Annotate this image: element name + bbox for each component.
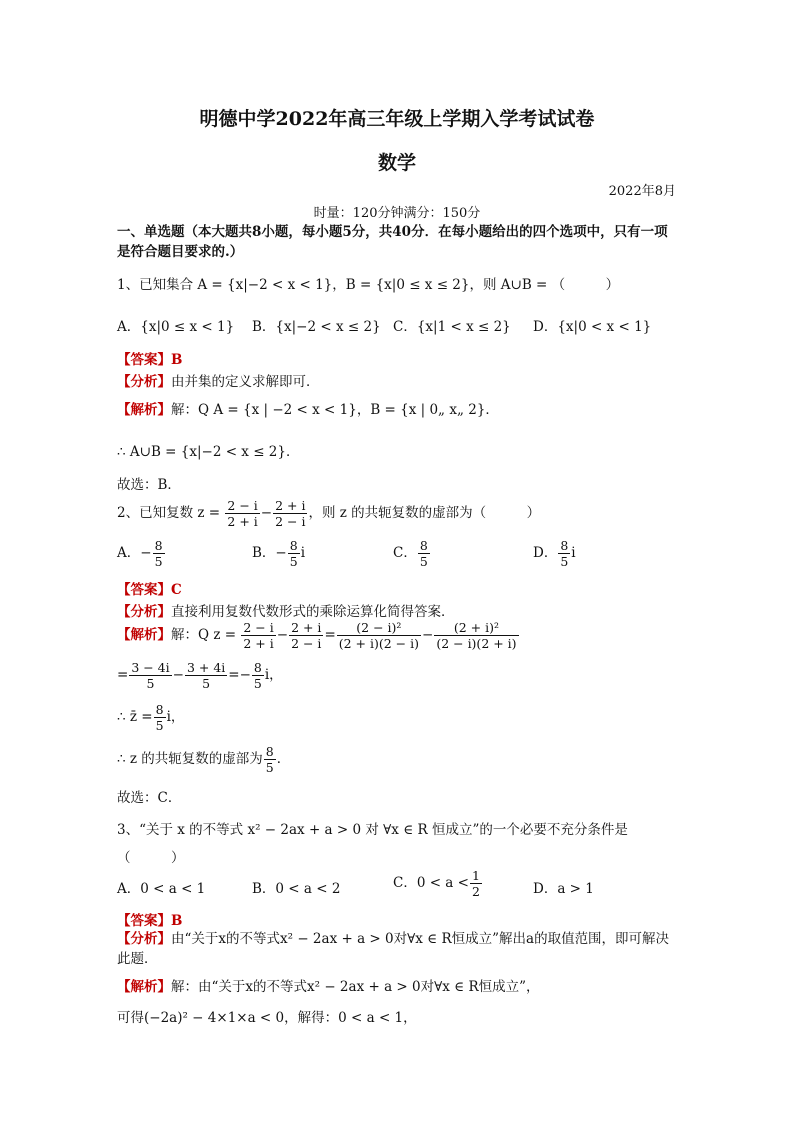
q3-solution-row: 【解析】解：由“关于x的不等式x² − 2ax + a > 0对∀x ∈ R恒成立”， <box>117 979 540 995</box>
q2-solution-line2: = $\frac{3 - 4i}{5}$ − $\frac{3 + 4i}{5}$ =− $\frac{8}{5}$ i， <box>117 660 283 691</box>
q2-option-b: B．− $\frac{8}{5}$ i <box>252 538 306 569</box>
q1-answer-row <box>117 348 182 368</box>
q2-answer-row: 【答案】C <box>117 582 182 598</box>
q1-step: ∴ A∪B = {x|−2 < x ≤ 2}． <box>117 444 300 460</box>
q1-option-c: C．{x|1 < x ≤ 2} <box>393 319 511 335</box>
q3-option-b: B．0 < a < 2 <box>252 881 341 897</box>
solution-label: 【解析】 <box>117 402 171 418</box>
q2-option-d: D． $\frac{8}{5}$ i <box>533 538 576 569</box>
analysis-text: 由并集的定义求解即可． <box>171 374 320 390</box>
q1-analysis-row <box>117 370 320 390</box>
solution-text: 解：Q A = {x | −2 < x < 1}，B = {x | 0„ x„ 2}． <box>171 402 499 418</box>
exam-title: 明德中学2022年高三年级上学期入学考试试卷 <box>199 108 595 130</box>
q3-stem: 3、“关于 x 的不等式 x² − 2ax + a > 0 对 ∀x ∈ R 恒成立”的一个必要不充分条件是 <box>117 822 628 838</box>
q3-step: 可得(−2a)² − 4×1×a < 0，解得：0 < a < 1， <box>117 1010 417 1026</box>
q2-option-c: C． $\frac{8}{5}$ <box>393 538 428 569</box>
q3-answer-row: 【答案】B <box>117 913 183 929</box>
q3-option-d: D．a > 1 <box>533 881 594 897</box>
q2-stem: 2、已知复数 z = $\frac{2 - i}{2 + i}$ − $\frac{2 + i}{2 - i}$ ，则 z 的共轭复数的虚部为（ ） <box>117 498 541 529</box>
q2-solution-row: 【解析】解：Q z = $\frac{2 - i}{2 + i}$ − $\frac{2 + i}{2 - i}$ = $\frac{\text{(2 − i)²}}{(2 + i)(2 - i)}$ − $\frac{\text{(2 + i)²}}{(2 - i)(2 + i)}$ <box>117 620 517 651</box>
q3-analysis-row: 【分析】由“关于x的不等式x² − 2ax + a > 0对∀x ∈ R恒成立”解出a的取值范围，即可解决此题． <box>117 931 670 967</box>
section-heading: 一、单选题（本大题共8小题，每小题5分，共40分．在每小题给出的四个选项中，只有一项是符合题目要求的.） <box>117 224 668 260</box>
q2-solution-line4: ∴ z 的共轭复数的虚部为 $\frac{8}{5}$ ． <box>117 744 291 775</box>
q1-option-d: D．{x|0 < x < 1} <box>533 319 652 335</box>
q2-solution-line3: ∴ z̄ = $\frac{8}{5}$ i， <box>117 702 185 733</box>
answer-value: B <box>171 352 183 368</box>
q3-option-a: A．0 < a < 1 <box>117 881 206 897</box>
q2-analysis-row: 【分析】直接利用复数代数形式的乘除运算化简得答案． <box>117 604 455 620</box>
exam-date: 2022年8月 <box>608 184 676 199</box>
q2-fraction-2: $\frac{2 + i}{2 - i}$ <box>275 498 306 529</box>
q2-option-a: A．− $\frac{8}{5}$ <box>117 538 163 569</box>
q2-fraction-1: $\frac{2 - i}{2 + i}$ <box>227 498 258 529</box>
time-score: 时量：120分钟满分：150分 <box>313 206 481 221</box>
q3-stem-paren: （ ） <box>117 850 185 866</box>
q1-stem: 1、已知集合 A = {x|−2 < x < 1}，B = {x|0 ≤ x ≤ 2}，则 A∪B = （ ） <box>117 277 620 293</box>
q1-choose: 故选：B． <box>117 477 181 493</box>
q1-option-a: A．{x|0 ≤ x < 1} <box>117 319 235 335</box>
q1-option-b: B．{x|−2 < x ≤ 2} <box>252 319 381 335</box>
subject-title: 数学 <box>377 152 416 174</box>
q2-choose: 故选：C． <box>117 790 182 806</box>
answer-label: 【答案】 <box>117 352 171 368</box>
q1-solution-row <box>117 398 499 418</box>
analysis-label: 【分析】 <box>117 374 171 390</box>
q3-option-c: C．0 < a < $\frac{1}{2}$ <box>393 868 480 899</box>
